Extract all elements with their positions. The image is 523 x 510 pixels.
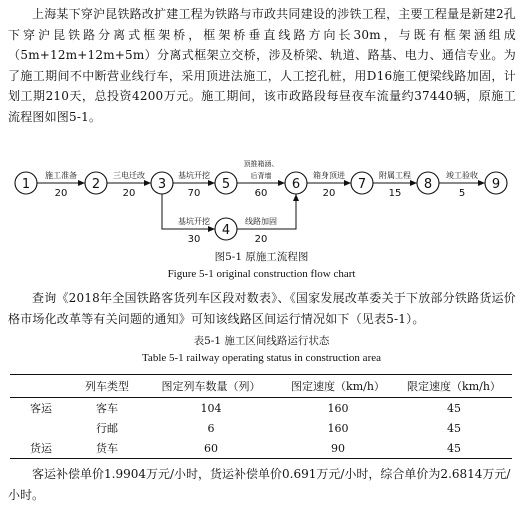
flow-node <box>215 172 237 194</box>
node-number: 4 <box>221 223 231 238</box>
intro-paragraph: 上海某下穿沪昆铁路改扩建工程为铁路与市政共同建设的涉铁工程，主要工程量是新建2孔下穿沪昆铁路分离式框架桥，框架桥垂直线路方向长30m，与既有框架涵组成（5m+12m+12m+5m）分离式框架立交桥，涉及桥梁、轨道、路基、电力、通信专业。为了施工期间不中断营业线行车，采用顶进法施工，人工挖孔桩，用D16施工便梁线路加固，计划工期210天，总投资4200万元。施工期间，该市政路段每昼夜车流量约37440辆，原施工流程图如图5-1。 <box>8 7 516 124</box>
table-cell: 客车 <box>96 402 118 415</box>
edge-duration-label: 15 <box>388 188 402 199</box>
flow-edge <box>107 170 151 199</box>
table-row <box>10 398 512 419</box>
table-header-cell: 限定速度（km/h） <box>396 375 512 398</box>
edge-task-label: 顶推箱涵、 <box>243 160 279 168</box>
node-number: 5 <box>221 177 231 192</box>
node-number: 8 <box>423 177 433 192</box>
flow-edge <box>439 170 485 199</box>
edge-task-label: 箱身顶进 <box>313 171 345 180</box>
query-paragraph: 查询《2018年全国铁路客货列车区段对数表》、《国家发展改革委关于下放部分铁路货运价格市场化改革等有关问题的通知》可知该线路区间运行情况如下（见表5-1）。 <box>8 291 516 326</box>
table-caption-en: Table 5-1 railway operating status in construction area <box>141 352 381 364</box>
table-cell: 60 <box>142 438 280 459</box>
edge-task-label: 三电迁改 <box>113 171 145 180</box>
table-row <box>10 438 512 459</box>
construction-flow-chart <box>0 145 523 245</box>
node-number: 2 <box>91 177 101 192</box>
edge-task-label: 线路加固 <box>245 217 277 226</box>
flow-edge <box>373 170 417 199</box>
flow-edge <box>307 170 351 199</box>
edge-duration-label: 30 <box>187 234 201 245</box>
edge-duration-label: 70 <box>187 188 201 199</box>
table-cell: 160 <box>327 421 349 435</box>
table-cell: 6 <box>207 421 215 435</box>
node-number: 3 <box>157 177 167 192</box>
table-cell: 货车 <box>72 438 142 459</box>
flow-node <box>485 172 507 194</box>
figure-caption-en: Figure 5-1 original construction flow chart <box>167 268 356 280</box>
flow-node <box>351 172 373 194</box>
edge-duration-label: 20 <box>122 188 136 199</box>
flow-edge <box>37 170 85 199</box>
edge-task-label: 基坑开挖 <box>178 171 210 180</box>
table-caption-cn: 表5-1 施工区间线路运行状态 <box>193 335 330 347</box>
table-cell: 客运 <box>30 402 52 415</box>
flow-node <box>285 172 307 194</box>
operating-status-table <box>10 374 512 459</box>
edge-task-label: 竣工验收 <box>446 171 478 180</box>
edge-duration-label: 20 <box>254 234 268 245</box>
table-cell: 45 <box>396 438 512 459</box>
table-cell: 160 <box>327 401 349 415</box>
table-header-cell: 列车类型 <box>72 375 142 398</box>
flow-edge <box>162 194 215 245</box>
edge-task-label: 基坑开挖 <box>178 217 210 226</box>
table-header-cell: 图定速度（km/h） <box>280 375 396 398</box>
edge-duration-label: 20 <box>54 188 68 199</box>
node-number: 1 <box>21 177 31 192</box>
table-header-cell <box>10 375 72 398</box>
table-cell: 货运 <box>10 438 72 459</box>
table-cell: 45 <box>447 421 461 435</box>
table-cell: 90 <box>280 438 396 459</box>
table-cell: 行邮 <box>96 422 118 435</box>
flow-edge <box>237 194 296 245</box>
table-cell: 45 <box>447 401 461 415</box>
closing-paragraph: 客运补偿单价1.9904万元/小时，货运补偿单价0.691万元/小时，综合单价为2.6814万元/小时。 <box>8 467 511 502</box>
flow-node <box>151 172 173 194</box>
node-number: 7 <box>357 177 367 192</box>
edge-task-label: 施工准备 <box>45 171 77 180</box>
table-cell <box>10 418 72 438</box>
node-number: 9 <box>491 177 501 192</box>
flow-edge <box>173 170 215 199</box>
node-number: 6 <box>291 177 301 192</box>
edge-duration-label: 60 <box>254 188 268 199</box>
figure-caption-cn: 图5-1 原施工流程图 <box>214 251 309 263</box>
edge-task-label: 后背墙 <box>250 172 272 180</box>
table-row <box>10 418 512 438</box>
table-cell: 104 <box>200 401 222 415</box>
flow-node <box>15 172 37 194</box>
flow-node <box>417 172 439 194</box>
edge-duration-label: 5 <box>458 188 466 199</box>
table-header-cell: 图定列车数量（列） <box>142 375 280 398</box>
flow-edge <box>237 159 285 199</box>
table-header-row <box>10 375 512 398</box>
flow-node <box>85 172 107 194</box>
edge-duration-label: 20 <box>322 188 336 199</box>
edge-task-label: 附属工程 <box>379 171 411 180</box>
flow-node <box>215 218 237 240</box>
